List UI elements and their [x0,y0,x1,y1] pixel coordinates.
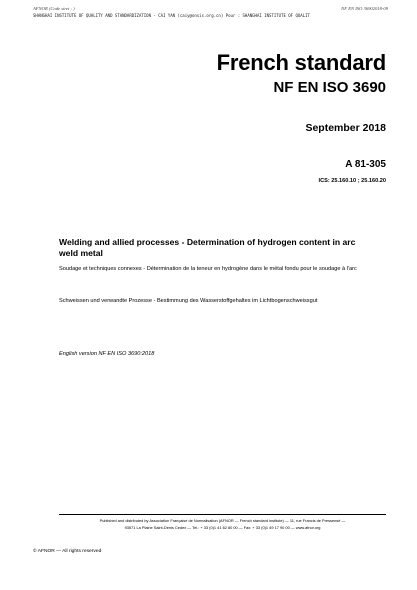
watermark-right: NF EN ISO 36902018-09 [341,6,388,11]
title-german: Schweissen und verwandte Prozesse - Bestimmung des Wasserstoffgehaltes im Lichtbogenschweissgut [59,298,318,304]
publisher-line-1: Published and distributed by Association Française de Normalisation (AFNOR — French standard institute) — 11, rue Francis de Pressensé — [99,518,346,523]
ics-codes: ICS: 25.160.10 ; 25.160.20 [318,178,386,184]
copyright-notice: © AFNOR — All rights reserved [33,549,102,554]
classification-index: A 81-305 [345,159,386,170]
publisher-line-2: 93571 La Plaine Saint-Denis Cedex — Tel.: + 33 (0)1 41 62 80 00 — Fax: + 33 (0)1 49 17 90 00 — www.afnor.org [124,525,321,530]
watermark-licensee-line: SHANGHAI INSTITUTE OF QUALITY AND STANDARDIZATION - CAI YAN (caiy@onsis.org.cn) Pour : SHANGHAI INSTITUTE OF QUALIT [33,13,310,18]
footer-divider [59,514,386,515]
publication-date: September 2018 [305,122,386,134]
version-note: English version NF EN ISO 3690:2018 [59,351,155,357]
watermark-left: AFNOR (Code siret : ) [33,6,75,11]
standard-reference: NF EN ISO 3690 [273,79,386,96]
title-french: Soudage et techniques connexes - Détermination de la teneur en hydrogène dans le métal fondu pour le soudage à l'arc [59,266,357,272]
document-kind-heading: French standard [216,50,386,75]
title-english: Welding and allied processes - Determination of hydrogen content in arc weld metal [59,237,356,258]
